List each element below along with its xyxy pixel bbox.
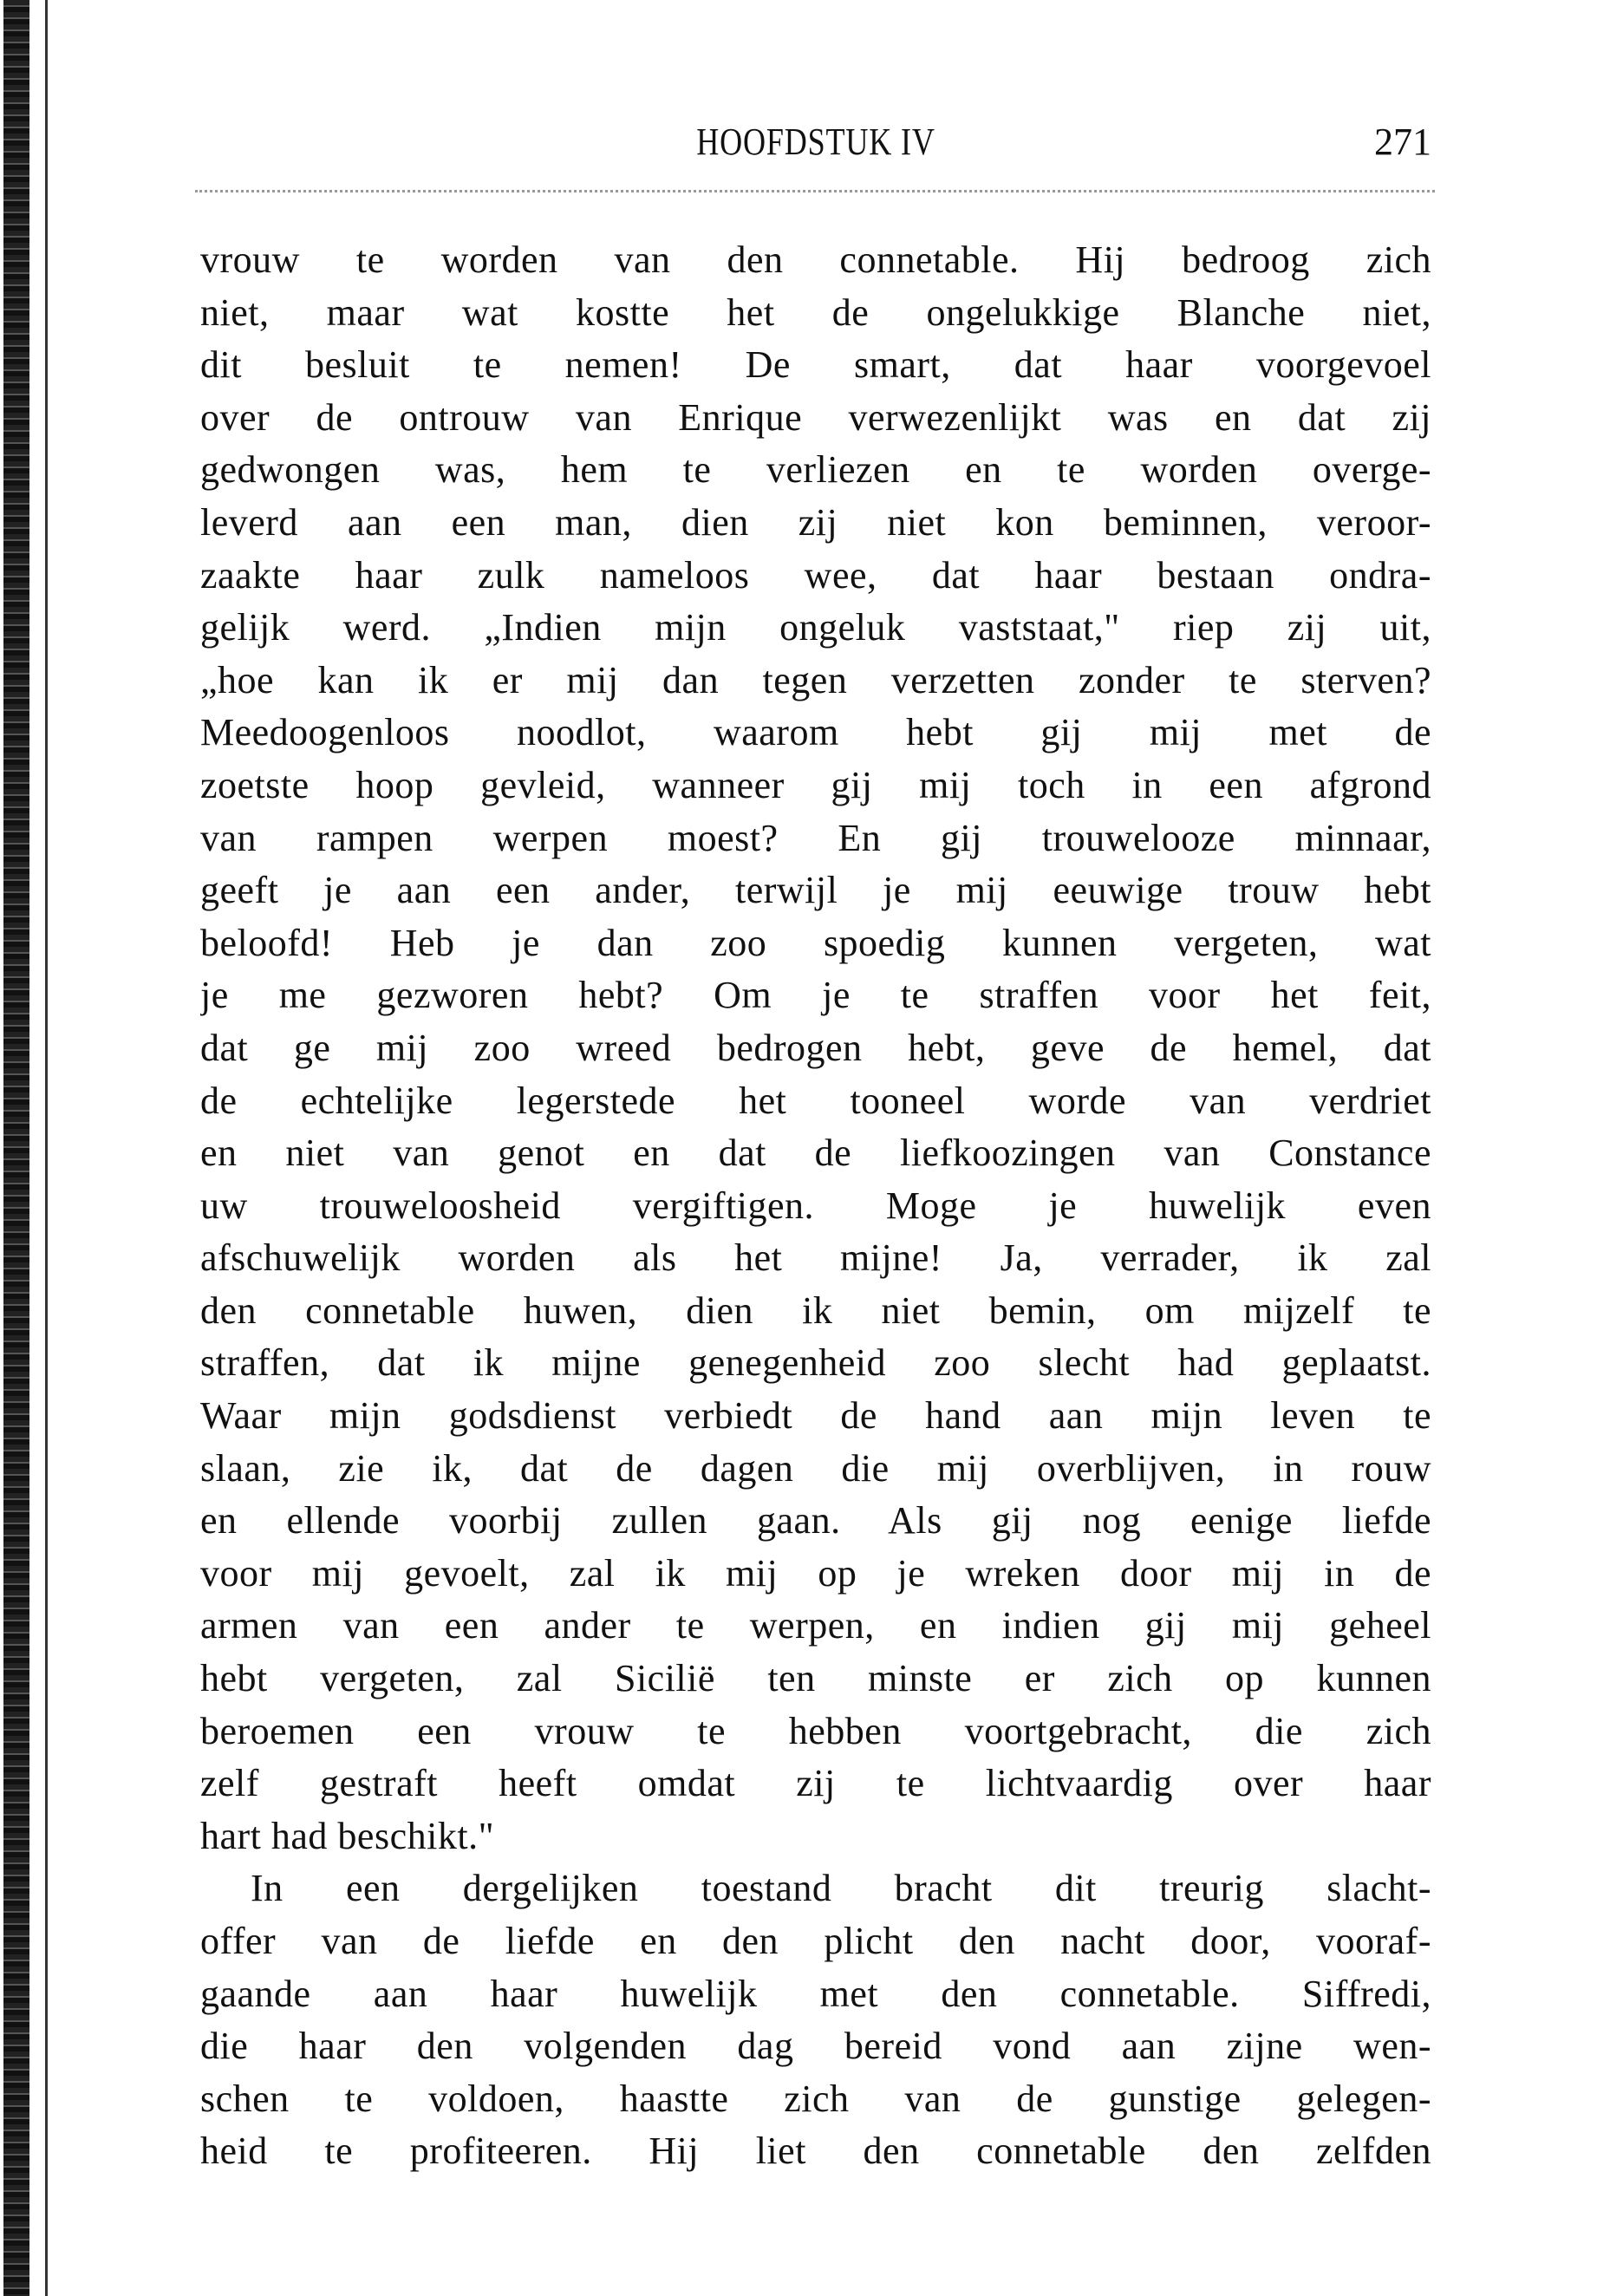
text-line: gaande aan haar huwelijk met den connetable. Siffredi,: [200, 1972, 1431, 2015]
text-line: en ellende voorbij zullen gaan. Als gij nog eenige liefde: [200, 1499, 1431, 1543]
text-line: die haar den volgenden dag bereid vond aan zijne wen-: [200, 2025, 1431, 2068]
text-line: geeft je aan een ander, terwijl je mij eeuwige trouw hebt: [200, 869, 1431, 912]
running-title: HOOFDSTUK IV: [696, 121, 935, 163]
text-line: slaan, zie ik, dat de dagen die mij overblijven, in rouw: [200, 1446, 1431, 1490]
text-line: schen te voldoen, haastte zich van de gunstige gelegen-: [200, 2077, 1431, 2120]
text-line: zoetste hoop gevleid, wanneer gij mij toch in een afgrond: [200, 763, 1431, 806]
text-line: heid te profiteeren. Hij liet den connetable den zelfden: [200, 2130, 1431, 2173]
text-line: niet, maar wat kostte het de ongelukkige Blanche niet,: [200, 290, 1431, 334]
text-line: je me gezworen hebt? Om je te straffen voor het feit,: [200, 974, 1431, 1017]
text-line: zelf gestraft heeft omdat zij te lichtvaardig over haar: [200, 1762, 1431, 1805]
book-spine-edge: [3, 0, 29, 2296]
text-line: en niet van genot en dat de liefkoozingen van Constance: [200, 1132, 1431, 1175]
page-number: 271: [1374, 121, 1431, 163]
page-gutter-line: [45, 0, 48, 2296]
text-line: beroemen een vrouw te hebben voortgebracht, die zich: [200, 1709, 1431, 1752]
text-line: hart had beschikt.": [200, 1814, 495, 1857]
text-line: Meedoogenloos noodlot, waarom hebt gij mij met de: [200, 711, 1431, 754]
text-line: beloofd! Heb je dan zoo spoedig kunnen vergeten, wat: [200, 921, 1431, 964]
text-line: offer van de liefde en den plicht den nacht door, vooraf-: [200, 1920, 1431, 1962]
text-line: leverd aan een man, dien zij niet kon beminnen, veroor-: [200, 500, 1431, 544]
text-line: dit besluit te nemen! De smart, dat haar voorgevoel: [200, 343, 1431, 387]
page-header: [200, 120, 1431, 172]
text-line: straffen, dat ik mijne genegenheid zoo slecht had geplaatst.: [200, 1341, 1431, 1385]
text-line: armen van een ander te werpen, en indien gij mij geheel: [200, 1604, 1431, 1647]
text-line: In een dergelijken toestand bracht dit treurig slacht-: [251, 1867, 1431, 1910]
text-line: zaakte haar zulk nameloos wee, dat haar bestaan ondra-: [200, 553, 1431, 597]
text-line: hebt vergeten, zal Sicilië ten minste er zich op kunnen: [200, 1657, 1431, 1700]
text-line: den connetable huwen, dien ik niet bemin, om mijzelf te: [200, 1288, 1431, 1332]
text-line: uw trouweloosheid vergiftigen. Moge je huwelijk even: [200, 1184, 1431, 1227]
text-line: vrouw te worden van den connetable. Hij bedroog zich: [200, 238, 1431, 281]
text-line: gelijk werd. „Indien mijn ongeluk vaststaat," riep zij uit,: [200, 606, 1431, 649]
text-line: gedwongen was, hem te verliezen en te worden overge-: [200, 448, 1431, 492]
text-line: de echtelijke legerstede het tooneel worde van verdriet: [200, 1079, 1431, 1122]
text-line: over de ontrouw van Enrique verwezenlijkt was en dat zij: [200, 395, 1431, 439]
text-line: dat ge mij zoo wreed bedrogen hebt, geve de hemel, dat: [200, 1026, 1431, 1069]
text-line: „hoe kan ik er mij dan tegen verzetten zonder te sterven?: [200, 658, 1431, 701]
text-line: voor mij gevoelt, zal ik mij op je wreken door mij in de: [200, 1551, 1431, 1595]
text-line: Waar mijn godsdienst verbiedt de hand aan mijn leven te: [200, 1394, 1431, 1438]
text-line: van rampen werpen moest? En gij trouwelooze minnaar,: [200, 816, 1431, 859]
header-divider: [195, 190, 1435, 192]
text-line: afschuwelijk worden als het mijne! Ja, verrader, ik zal: [200, 1236, 1431, 1280]
page-body-text: [200, 234, 1431, 2178]
